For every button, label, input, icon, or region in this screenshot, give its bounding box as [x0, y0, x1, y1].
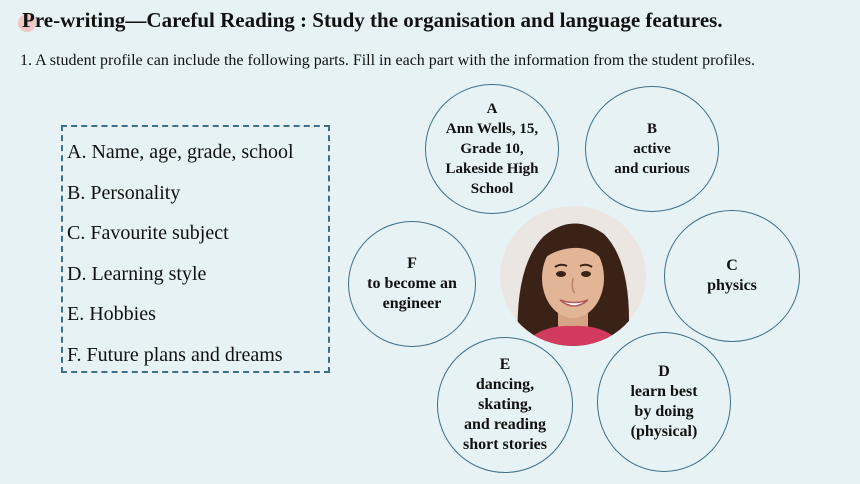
bubble-e [437, 337, 573, 473]
bubble-f-letter: F [407, 255, 417, 272]
instruction-text: 1. A student profile can include the following parts. Fill in each part with the information from the student profiles. [20, 52, 755, 69]
bubble-a-content: Ann Wells, 15, Grade 10, Lakeside High School [445, 121, 539, 197]
part-item-f: F. Future plans and dreams [67, 343, 283, 366]
part-item-c: C. Favourite subject [67, 222, 229, 244]
part-item-a: A. Name, age, grade, school [67, 141, 294, 163]
bubble-c [664, 210, 800, 342]
parts-list [67, 136, 337, 379]
part-item-d: D. Learning style [67, 262, 207, 285]
bubble-d-content: learn best by doing (physical) [630, 383, 698, 440]
bubble-a-letter: A [486, 101, 498, 117]
student-portrait-illustration [500, 206, 646, 346]
bubble-c-content: physics [707, 277, 757, 294]
bubble-f-content: to become an engineer [367, 275, 457, 312]
bubble-e-content: dancing, skating, and reading short stories [463, 376, 547, 453]
bubble-d-letter: D [658, 363, 670, 380]
bubble-c-letter: C [726, 257, 738, 274]
part-item-b: B. Personality [67, 181, 181, 204]
part-item-e: E. Hobbies [67, 303, 156, 325]
bubble-b-content: active and curious [614, 141, 690, 177]
page-title: Pre-writing—Careful Reading : Study the organisation and language features. [22, 8, 723, 32]
bubble-a [425, 84, 559, 214]
bubble-b [585, 86, 719, 212]
student-photo [500, 206, 646, 346]
bubble-f [348, 221, 476, 347]
bubble-e-letter: E [499, 356, 511, 373]
bubble-d [597, 332, 731, 472]
bubble-b-letter: B [646, 121, 657, 137]
